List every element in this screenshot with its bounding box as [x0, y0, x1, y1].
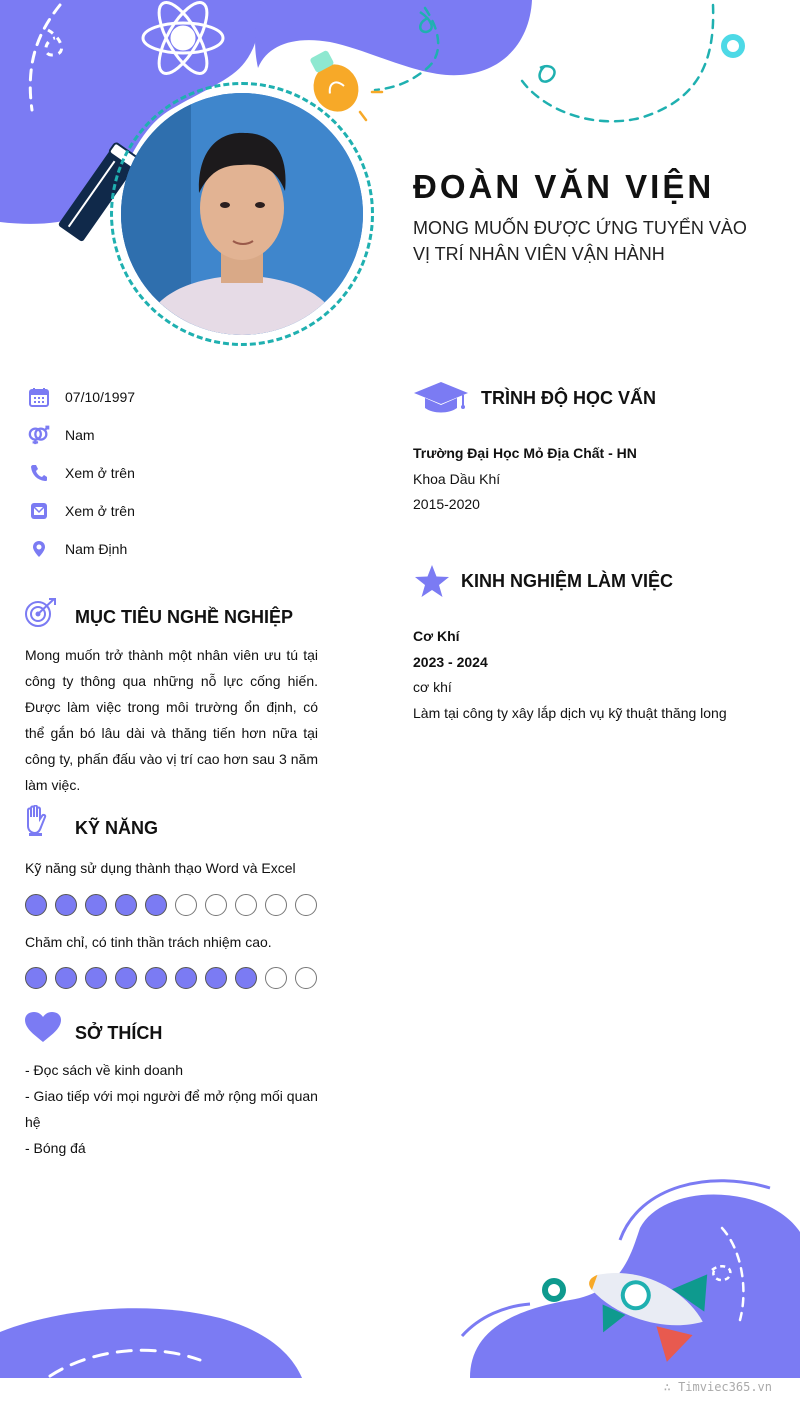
top-wave-blob — [255, 0, 532, 75]
address-value: Nam Định — [65, 541, 128, 557]
teal-loop-right — [540, 66, 555, 82]
experience-role: cơ khí — [413, 679, 452, 695]
rating-dot — [265, 967, 287, 989]
rating-dot — [265, 894, 287, 916]
hobby-item: - Bóng đá — [25, 1140, 86, 1156]
graduation-cap-icon — [413, 380, 469, 419]
contact-phone — [28, 461, 328, 485]
skill-2-name: Chăm chỉ, có tinh thần trách nhiệm cao. — [25, 934, 272, 950]
contact-gender — [28, 423, 328, 447]
teal-ring-bottom — [545, 1281, 563, 1299]
gender-value: Nam — [65, 427, 95, 443]
objective-text: Mong muốn trở thành một nhân viên ưu tú tại công ty thông qua những nỗ lực cống hiến. Được làm việc trong môi trường ổn định, có thể gắn bó lâu dài và thăng tiến hơn nữa tại công ty, phấn đấu vào vị trí cao hơn sau 3 năm làm việc. — [25, 647, 318, 793]
rating-dot — [25, 967, 47, 989]
rating-dot — [55, 894, 77, 916]
objective-title: MỤC TIÊU NGHỀ NGHIỆP — [75, 607, 294, 627]
hand-icon — [25, 805, 47, 842]
rating-dot — [205, 894, 227, 916]
rating-dot — [145, 894, 167, 916]
phone-icon — [28, 462, 50, 484]
bottom-left-blob — [0, 1308, 302, 1378]
rating-dot — [295, 894, 317, 916]
rating-dot — [235, 894, 257, 916]
hobbies-title: SỞ THÍCH — [75, 1023, 163, 1043]
education-school: Trường Đại Học Mỏ Địa Chất - HN — [413, 445, 637, 461]
experience-years: 2023 - 2024 — [413, 653, 488, 670]
candidate-name: ĐOÀN VĂN VIỆN — [413, 168, 715, 205]
mail-icon — [28, 500, 50, 522]
skills-title: KỸ NĂNG — [75, 818, 159, 838]
education-section — [413, 441, 637, 518]
profile-photo-frame — [110, 82, 374, 346]
hobby-item: - Đọc sách về kinh doanh — [25, 1062, 183, 1078]
profile-photo — [121, 93, 363, 335]
education-faculty: Khoa Dầu Khí — [413, 470, 501, 487]
rating-dot — [175, 894, 197, 916]
rating-dot — [85, 894, 107, 916]
contact-address — [28, 537, 328, 561]
rating-dot — [85, 967, 107, 989]
gender-icon — [28, 424, 50, 446]
rating-dot — [145, 967, 167, 989]
skill-1-name: Kỹ năng sử dụng thành thạo Word và Excel — [25, 860, 296, 876]
experience-title: KINH NGHIỆM LÀM VIỆC — [461, 571, 674, 591]
star-icon — [414, 564, 450, 603]
experience-description: Làm tại công ty xây lắp dịch vụ kỹ thuật thăng long — [413, 704, 727, 721]
rating-dot — [25, 894, 47, 916]
birthday-value: 07/10/1997 — [65, 389, 136, 405]
experience-field: Cơ Khí — [413, 628, 460, 644]
contact-birthday — [28, 385, 328, 409]
teal-dashed-curve — [520, 5, 713, 121]
heart-icon — [24, 1011, 62, 1048]
skill-1-rating — [25, 894, 317, 916]
rating-dot — [205, 967, 227, 989]
calendar-icon — [28, 386, 50, 408]
teal-ring — [724, 37, 742, 55]
rating-dot — [55, 967, 77, 989]
target-icon — [24, 596, 58, 635]
phone-value: Xem ở trên — [65, 465, 135, 481]
rating-dot — [115, 894, 137, 916]
email-value: Xem ở trên — [65, 503, 135, 519]
experience-section — [413, 624, 727, 726]
contact-email — [28, 499, 328, 523]
education-title: TRÌNH ĐỘ HỌC VẤN — [481, 388, 656, 408]
education-years: 2015-2020 — [413, 496, 480, 512]
watermark: ∴ Timviec365.vn — [663, 1380, 772, 1394]
rating-dot — [115, 967, 137, 989]
location-pin-icon — [28, 538, 50, 560]
rating-dot — [175, 967, 197, 989]
rating-dot — [295, 967, 317, 989]
hobby-item: - Giao tiếp với mọi người để mở rộng mối quan hệ — [25, 1088, 318, 1130]
skill-2-rating — [25, 967, 317, 989]
rating-dot — [235, 967, 257, 989]
desired-position: MONG MUỐN ĐƯỢC ỨNG TUYỂN VÀO VỊ TRÍ NHÂN VIÊN VẬN HÀNH — [413, 218, 747, 264]
